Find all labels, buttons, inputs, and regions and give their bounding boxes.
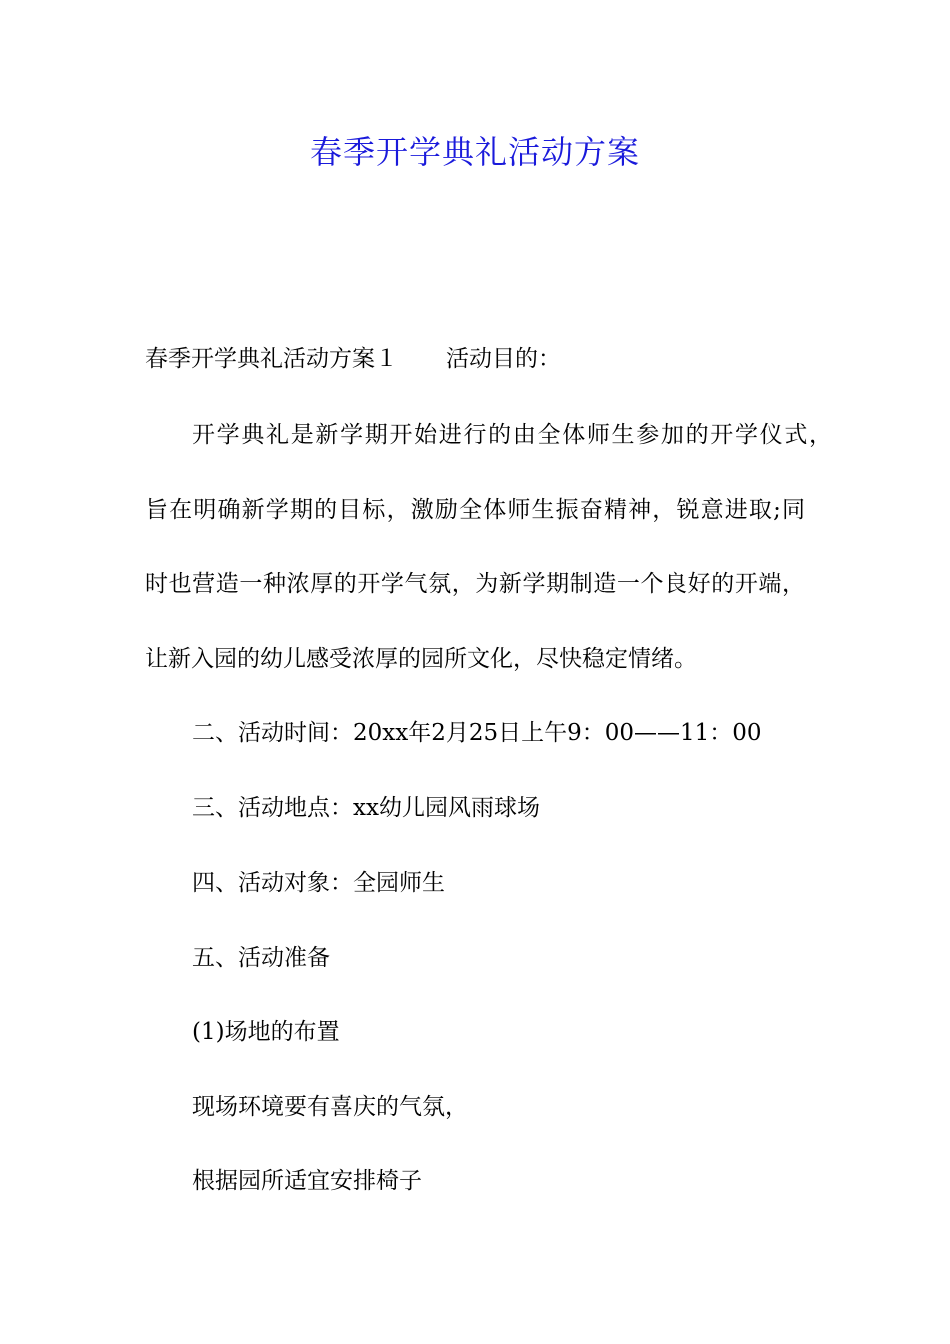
document-title: 春季开学典礼活动方案 <box>309 133 640 171</box>
item-activity-location: 三、活动地点：xx幼儿园风雨球场 <box>192 795 540 821</box>
paragraph-line-4: 让新入园的幼儿感受浓厚的园所文化，尽快稳定情绪。 <box>145 646 697 672</box>
item-arrange-chairs: 根据园所适宜安排椅子 <box>192 1168 422 1194</box>
item-activity-time: 二、活动时间：20xx年2月25日上午9：00——11：00 <box>192 720 762 746</box>
item-activity-audience: 四、活动对象：全园师生 <box>192 870 445 896</box>
item-venue-layout: (1)场地的布置 <box>192 1019 340 1045</box>
section-heading: 春季开学典礼活动方案１ <box>145 346 398 372</box>
purpose-heading: 活动目的： <box>446 346 561 372</box>
item-festive-atmosphere: 现场环境要有喜庆的气氛， <box>192 1094 468 1120</box>
item-activity-preparation: 五、活动准备 <box>192 945 330 971</box>
section-heading-row <box>145 342 561 376</box>
paragraph-line-1: 开学典礼是新学期开始进行的由全体师生参加的开学仪式， <box>192 422 832 448</box>
paragraph-line-3: 时也营造一种浓厚的开学气氛，为新学期制造一个良好的开端， <box>145 571 805 597</box>
paragraph-line-2: 旨在明确新学期的目标，激励全体师生振奋精神，锐意进取;同 <box>145 497 805 523</box>
